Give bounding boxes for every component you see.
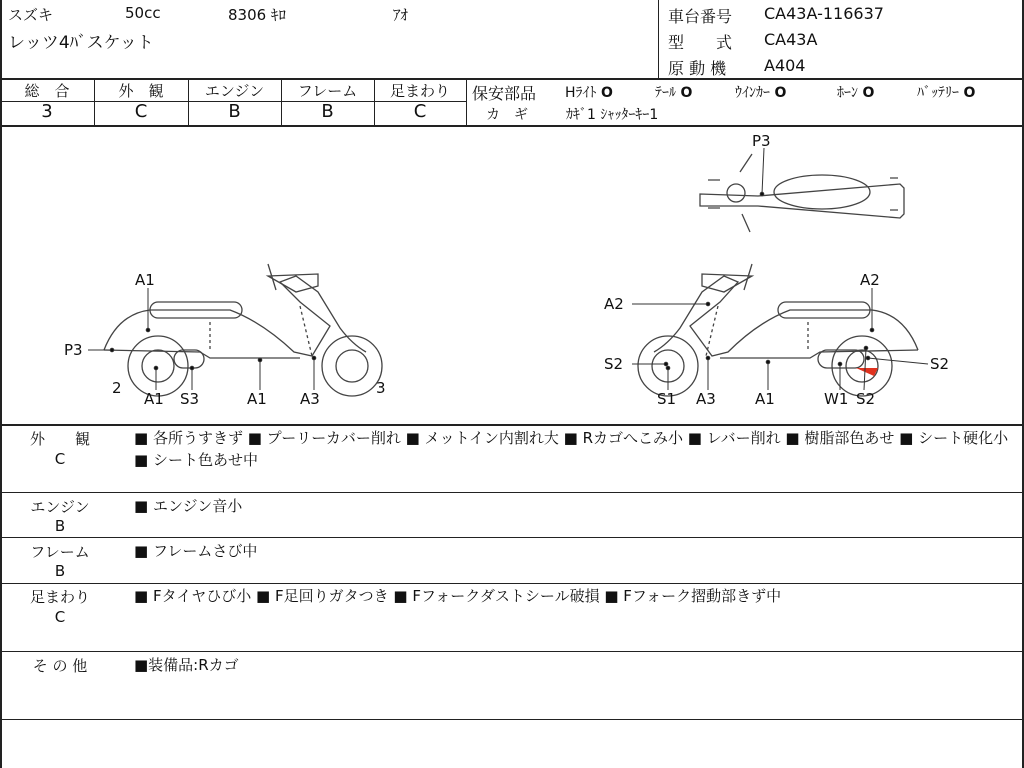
mileage: 8306 ｷﾛ [228, 6, 286, 24]
header-divider [658, 0, 659, 78]
section-divider [0, 492, 1024, 493]
suspension-section-text: ■ Fタイヤひび小 ■ F足回りガタつき ■ Fフォークダストシール破損 ■ Fフォーク摺動部きず中 [134, 587, 782, 605]
safety-item: ﾎｰﾝ O [837, 85, 875, 101]
damage-diagram [0, 126, 1024, 424]
exterior-section-grade: C [54, 450, 66, 468]
safety-label: 保安部品 [472, 84, 537, 103]
key-value: ｶｷﾞ1 ｼｬｯﾀｰｷｰ1 [566, 107, 659, 123]
section-divider [0, 719, 1024, 720]
exterior-section-label: 外 観 [29, 430, 90, 448]
safety-items [565, 82, 1017, 102]
displacement: 50cc [125, 4, 161, 22]
right-view-s1: S1 [657, 390, 677, 408]
other-section-label: そ の 他 [32, 657, 88, 675]
left-view-s3: S3 [180, 390, 200, 408]
engine-section-grade: B [54, 517, 66, 535]
overall-grade: 3 [41, 101, 53, 122]
frame-grade-label: フレーム [297, 82, 358, 100]
right-view-a1: A1 [755, 390, 775, 408]
right-view-s2-right: S2 [930, 355, 950, 373]
left-view-a1-bot: A1 [144, 390, 164, 408]
left-view-p3: P3 [64, 341, 83, 359]
frame-grade: B [321, 101, 334, 122]
right-view-s2-bot: S2 [856, 390, 876, 408]
model-name: レッツ4ﾊﾞスケット [8, 33, 154, 53]
engine-grade: B [228, 101, 241, 122]
scooter-top-view [700, 154, 904, 232]
frame-no-label: 車台番号 [668, 7, 733, 26]
frame-section-grade: B [54, 562, 66, 580]
safety-item: ｳｲﾝｶｰ O [735, 85, 787, 101]
engine-code: A404 [764, 56, 806, 75]
left-view-num2: 2 [112, 379, 122, 397]
body-color: ｱｵ [393, 6, 409, 24]
frame-section-label: フレーム [30, 543, 90, 561]
key-label: カ ギ [486, 107, 528, 123]
engine-label: 原 動 機 [668, 59, 727, 78]
model-label: 型 式 [668, 33, 733, 52]
section-divider [0, 651, 1024, 652]
suspension-grade: C [413, 101, 427, 122]
engine-grade-label: エンジン [204, 82, 265, 100]
safety-item: ﾃｰﾙ O [655, 85, 693, 101]
safety-item: ﾊﾞｯﾃﾘｰ O [917, 85, 976, 101]
suspension-section-label: 足まわり [29, 588, 90, 606]
suspension-grade-label: 足まわり [389, 82, 450, 100]
frame-no: CA43A-116637 [764, 4, 884, 23]
frame-section-text: ■ フレームさび中 [134, 542, 258, 560]
left-view-a3: A3 [300, 390, 320, 408]
overall-label: 総 合 [24, 82, 70, 100]
section-divider [0, 537, 1024, 538]
engine-section-text: ■ エンジン音小 [134, 497, 243, 515]
right-view-s2-left: S2 [604, 355, 624, 373]
maker: スズキ [8, 6, 54, 24]
grade-divider [466, 78, 467, 126]
left-view-a1-top: A1 [135, 271, 155, 289]
right-view-a3: A3 [696, 390, 716, 408]
engine-section-label: エンジン [30, 498, 90, 516]
right-view-w1: W1 [824, 390, 849, 408]
left-view-a1-mid: A1 [247, 390, 267, 408]
left-view-num3: 3 [376, 379, 386, 397]
section-divider [0, 583, 1024, 584]
sections-top [0, 424, 1024, 426]
suspension-section-grade: C [54, 608, 66, 626]
safety-item: Hﾗｲﾄ O [565, 85, 613, 101]
top-view-p3-label: P3 [752, 132, 771, 150]
right-view-a2-right: A2 [860, 271, 880, 289]
model-code: CA43A [764, 30, 818, 49]
exterior-label: 外 観 [118, 82, 164, 100]
exterior-grade: C [134, 101, 148, 122]
right-view-a2-left: A2 [604, 295, 624, 313]
exterior-section-text: ■ 各所うすきず ■ プーリーカバー削れ ■ メットイン内割れ大 ■ Rカゴへこみ小 ■ レバー削れ ■ 樹脂部色あせ ■ シート硬化小 ■ シート色あせ中 [134, 429, 1009, 469]
other-section-text: ■装備品:Rカゴ [134, 656, 239, 674]
